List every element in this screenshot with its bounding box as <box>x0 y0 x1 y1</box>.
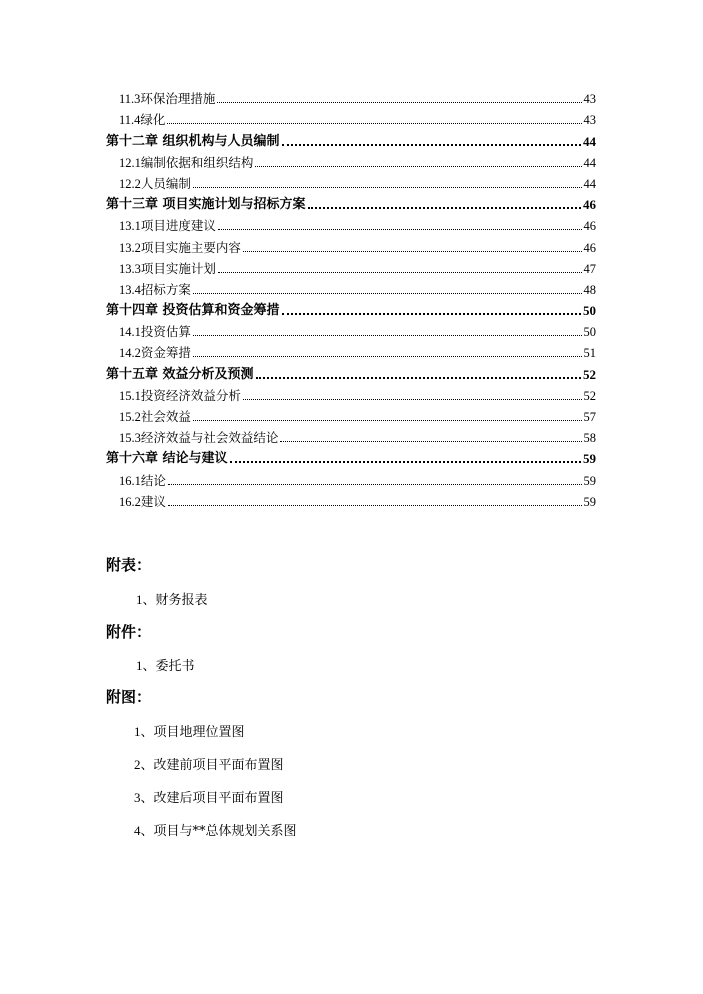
dot-leader <box>256 377 581 379</box>
toc-entry-label <box>119 282 191 298</box>
dot-leader <box>282 144 581 146</box>
dot-leader <box>243 251 582 252</box>
toc-chapter-entry[interactable] <box>106 298 596 319</box>
toc-section-entry[interactable] <box>106 256 596 277</box>
toc-section-entry[interactable] <box>106 234 596 255</box>
dot-leader <box>193 420 582 421</box>
toc-entry-label <box>119 112 165 128</box>
toc-page-number: 51 <box>583 346 596 361</box>
item-number: 1、 <box>136 658 156 673</box>
toc-entry-label <box>119 494 166 510</box>
dot-leader <box>255 166 581 167</box>
toc-entry-title: 资金筹措 <box>140 345 191 361</box>
toc-entry-title: 项目实施计划 <box>140 260 216 276</box>
toc-entry-title: 项目进度建议 <box>140 218 216 234</box>
dot-leader <box>230 461 581 463</box>
toc-page-number: 43 <box>583 92 596 107</box>
dot-leader <box>193 356 582 357</box>
toc-section-number: 16.2 <box>119 494 141 509</box>
toc-entry-label <box>119 91 215 107</box>
toc-section-entry[interactable] <box>106 86 596 107</box>
toc-entry-title: 第十二章 组织机构与人员编制 <box>106 133 280 149</box>
item-text: 改建前项目平面布置图 <box>153 758 284 773</box>
toc-entry-title: 人员编制 <box>140 175 191 191</box>
item-number: 3、 <box>134 790 154 805</box>
toc-entry-label <box>119 155 253 171</box>
toc-entry-label <box>106 197 306 213</box>
dot-leader <box>167 123 581 124</box>
toc-section-entry[interactable] <box>106 489 596 510</box>
toc-entry-label <box>119 176 191 192</box>
toc-entry-title: 第十三章 项目实施计划与招标方案 <box>106 197 306 213</box>
toc-page-number: 44 <box>583 176 596 191</box>
toc-section-number: 14.1 <box>119 325 141 340</box>
toc-entry-label <box>106 367 254 383</box>
toc-entry-label <box>106 303 280 319</box>
toc-entry-label <box>119 261 216 277</box>
dot-leader <box>168 484 582 485</box>
toc-section-number: 15.2 <box>119 410 141 424</box>
dot-leader <box>168 505 582 506</box>
table-of-contents <box>106 86 596 510</box>
toc-entry-label <box>119 345 191 361</box>
toc-entry-label <box>119 409 191 425</box>
toc-page-number: 46 <box>583 197 596 213</box>
toc-page-number: 44 <box>583 155 596 170</box>
toc-chapter-entry[interactable] <box>106 128 596 149</box>
item-text: 财务报表 <box>155 593 208 608</box>
toc-section-number: 11.4 <box>119 113 141 128</box>
item-number: 1、 <box>134 724 154 739</box>
toc-page-number: 59 <box>583 451 596 467</box>
dot-leader <box>280 441 581 442</box>
toc-section-entry[interactable] <box>106 150 596 171</box>
toc-section-entry[interactable] <box>106 425 596 446</box>
dot-leader <box>308 207 581 209</box>
toc-page-number: 47 <box>583 261 596 276</box>
toc-page-number: 59 <box>583 473 596 488</box>
toc-section-entry[interactable] <box>106 171 596 192</box>
toc-entry-title: 第十四章 投资估算和资金筹措 <box>106 303 280 319</box>
item-text: 项目与**总体规划关系图 <box>153 824 297 839</box>
toc-entry-title: 建议 <box>140 493 166 509</box>
toc-section-entry[interactable] <box>106 340 596 361</box>
toc-section-number: 12.1 <box>119 155 141 170</box>
toc-section-number: 13.2 <box>119 240 141 255</box>
appendix-tables-title: 附表： <box>106 556 152 574</box>
toc-section-number: 14.2 <box>119 346 141 361</box>
toc-page-number: 52 <box>583 366 596 382</box>
toc-page-number: 50 <box>583 325 596 340</box>
item-number: 2、 <box>134 757 154 772</box>
toc-page-number: 46 <box>583 219 596 234</box>
toc-section-entry[interactable] <box>106 383 596 404</box>
appendix-table-item <box>136 589 208 608</box>
toc-entry-title: 投资估算 <box>140 324 191 340</box>
toc-entry-title: 招标方案 <box>140 281 191 297</box>
toc-section-number: 12.2 <box>119 176 141 191</box>
toc-entry-label <box>119 240 241 256</box>
toc-section-entry[interactable] <box>106 107 596 128</box>
attachments-title: 附件： <box>106 623 152 641</box>
toc-entry-title: 编制依据和组织结构 <box>140 154 254 170</box>
toc-entry-title: 环保治理措施 <box>140 91 216 107</box>
toc-section-number: 13.4 <box>119 282 141 297</box>
dot-leader <box>218 229 582 230</box>
toc-entry-label <box>106 451 228 467</box>
toc-entry-title: 结论 <box>140 472 166 488</box>
item-text: 改建后项目平面布置图 <box>153 791 284 806</box>
toc-entry-label <box>119 430 278 446</box>
dot-leader <box>193 187 582 188</box>
figure-item <box>134 787 284 806</box>
toc-page-number: 50 <box>583 303 596 319</box>
toc-chapter-entry[interactable] <box>106 192 596 213</box>
toc-page-number: 43 <box>583 113 596 128</box>
toc-section-number: 13.3 <box>119 261 141 276</box>
attachment-item <box>136 655 195 674</box>
toc-entry-label <box>119 473 166 489</box>
item-number: 4、 <box>134 823 154 838</box>
dot-leader <box>282 313 581 315</box>
toc-entry-label <box>119 324 191 340</box>
figure-item <box>134 754 284 773</box>
toc-section-number: 15.3 <box>119 431 141 446</box>
toc-section-entry[interactable] <box>106 277 596 298</box>
toc-entry-title: 投资经济效益分析 <box>140 387 241 403</box>
toc-page-number: 57 <box>583 410 596 424</box>
toc-section-number: 15.1 <box>119 388 141 403</box>
toc-entry-title: 社会效益 <box>140 409 191 424</box>
dot-leader <box>218 272 582 273</box>
toc-section-entry[interactable] <box>106 404 596 425</box>
dot-leader <box>193 293 582 294</box>
figure-item <box>134 820 297 839</box>
toc-page-number: 59 <box>583 494 596 509</box>
dot-leader <box>193 335 582 336</box>
toc-section-number: 11.3 <box>119 92 141 107</box>
toc-entry-label <box>119 218 216 234</box>
toc-entry-label <box>119 388 241 404</box>
toc-page-number: 44 <box>583 133 596 149</box>
toc-section-number: 13.1 <box>119 219 141 234</box>
toc-entry-title: 第十五章 效益分析及预测 <box>106 366 254 382</box>
toc-section-entry[interactable] <box>106 213 596 234</box>
toc-section-number: 16.1 <box>119 473 141 488</box>
toc-page-number: 48 <box>583 282 596 297</box>
toc-section-entry[interactable] <box>106 319 596 340</box>
toc-entry-title: 绿化 <box>140 112 166 128</box>
item-text: 项目地理位置图 <box>153 725 245 740</box>
item-number: 1、 <box>136 592 156 607</box>
toc-section-entry[interactable] <box>106 467 596 488</box>
toc-chapter-entry[interactable] <box>106 361 596 382</box>
dot-leader <box>243 399 582 400</box>
toc-entry-title: 第十六章 结论与建议 <box>106 451 228 467</box>
toc-page-number: 46 <box>583 240 596 255</box>
toc-entry-title: 经济效益与社会效益结论 <box>140 430 279 446</box>
item-text: 委托书 <box>155 659 195 674</box>
toc-entry-title: 项目实施主要内容 <box>140 239 241 255</box>
toc-page-number: 58 <box>583 431 596 446</box>
dot-leader <box>217 102 581 103</box>
toc-chapter-entry[interactable] <box>106 446 596 467</box>
figure-item <box>134 721 245 740</box>
toc-entry-label <box>106 134 280 150</box>
toc-page-number: 52 <box>583 388 596 403</box>
figures-title: 附图： <box>106 688 152 706</box>
